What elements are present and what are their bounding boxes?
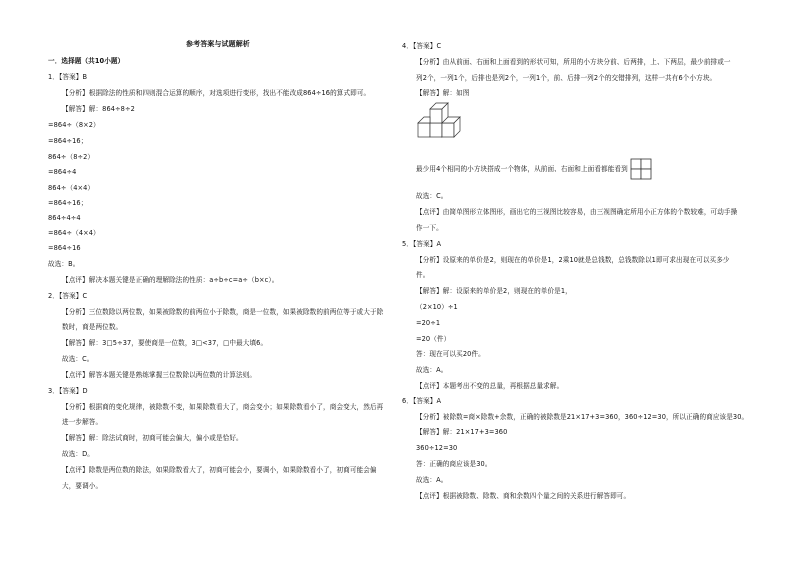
q3-analysis-cont: 进一步解答。: [62, 418, 103, 426]
section-heading: 一．选择题（共10小题）: [48, 57, 125, 65]
q2-solution: 【解答】解：3□5÷37，要使商是一位数，3□<37，□中最大填6。: [62, 339, 268, 347]
q1-step: =864÷（4×4）: [48, 229, 100, 237]
q3-choice: 故选：D。: [62, 450, 94, 458]
q2-analysis-cont: 数时，商是两位数。: [62, 323, 123, 331]
q2-comment: 【点评】解答本题关键是熟练掌握三位数除以两位数的计算法则。: [62, 371, 257, 379]
q5-choice: 故选：A。: [416, 366, 448, 374]
q5-solution: 【解答】解：设原来的单价是2，则现在的单价是1，: [416, 287, 572, 295]
q4-analysis: 【分析】由从前面、右面和上面看到的形状可知，所用的小方块分前、后两排，上、下两层，最少前排或一: [416, 58, 731, 66]
q6-step: 360÷12=30: [416, 444, 458, 452]
q6-answer: 6．【答案】A: [402, 397, 442, 405]
q1-step: 864÷（4×4）: [48, 184, 95, 192]
q5-step: =20（件）: [416, 335, 451, 343]
q4-comment-cont: 作一下。: [416, 224, 443, 232]
q6-conclusion: 答：正确的商应该是30。: [416, 460, 492, 468]
q1-step: =864÷4: [48, 168, 77, 176]
q3-comment-cont: 大，要调小。: [62, 482, 103, 490]
q1-answer: 1．【答案】B: [48, 73, 88, 81]
q1-step: 864÷4÷4: [48, 214, 81, 222]
q6-choice: 故选：A。: [416, 476, 448, 484]
q4-comment: 【点评】由简单图形立体图形，画出它的三视图比较容易，由三视图确定所用小正方体的个数较难，可动手操: [416, 208, 738, 216]
q5-comment: 【点评】本题考出不变的总量，再根据总量求解。: [416, 382, 564, 390]
two-by-two-grid-figure: [630, 158, 652, 180]
q3-solution: 【解答】解：除法试商时，初商可能会偏大，偏小或是恰好。: [62, 434, 243, 442]
q6-solution: 【解答】解：21×17+3=360: [416, 428, 508, 436]
q1-step: =864÷（8×2）: [48, 121, 100, 129]
q5-conclusion: 答：现在可以买20件。: [416, 350, 485, 358]
q1-step: =864÷16: [48, 244, 81, 252]
q6-analysis: 【分析】被除数=商×除数+余数，正确的被除数是21×17+3=360，360÷12=30，所以正确的商应该是30。: [416, 413, 749, 421]
q2-choice: 故选：C。: [62, 355, 94, 363]
page-title: 参考答案与试题解析: [186, 40, 250, 48]
q3-analysis: 【分析】根据商的变化规律，被除数不变，如果除数看大了，商会变小；如果除数看小了，商会变大，然后再: [62, 403, 384, 411]
q4-choice: 故选：C。: [416, 192, 448, 200]
q2-analysis: 【分析】三位数除以两位数，如果被除数的前两位小于除数，商是一位数，如果被除数的前两位等于或大于除: [62, 308, 384, 316]
q5-answer: 5．【答案】A: [402, 240, 442, 248]
q5-analysis: 【分析】设原来的单价是2，则现在的单价是1，2乘10就是总钱数，总钱数除以1即可求出现在可以买多少: [416, 256, 730, 264]
q2-answer: 2．【答案】C: [48, 292, 88, 300]
q4-result-line: [416, 158, 652, 180]
q1-analysis: 【分析】根据除法的性质和四则混合运算的顺序，对选项进行变形，找出不能改成864÷16的算式即可。: [62, 89, 371, 97]
q3-answer: 3．【答案】D: [48, 387, 88, 395]
q4-result-text: 最少用4个相同的小方块搭成一个物体，从前面、右面和上面看都能看到: [416, 165, 628, 173]
q4-answer: 4．【答案】C: [402, 42, 442, 50]
q1-step: =864÷16；: [48, 137, 88, 145]
q1-step: =864÷16；: [48, 199, 88, 207]
q3-comment: 【点评】除数是两位数的除法，如果除数看大了，初商可能会小，要调小，如果除数看小了，初商可能会偏: [62, 466, 377, 474]
q6-comment: 【点评】根据被除数、除数、商和余数四个量之间的关系进行解答即可。: [416, 492, 631, 500]
q5-analysis-cont: 件。: [416, 271, 430, 279]
stacked-cubes-figure: [416, 101, 464, 141]
q1-comment: 【点评】解决本题关键是正确的理解除法的性质：a÷b÷c=a÷（b×c）。: [62, 276, 279, 284]
q1-solution: 【解答】解：864÷8÷2: [62, 105, 135, 113]
q4-solution: 【解答】解：如图: [416, 89, 470, 97]
q5-step: =20÷1: [416, 319, 441, 327]
q1-step: 864÷（8÷2）: [48, 153, 95, 161]
q5-step: （2×10）÷1: [416, 303, 458, 311]
q4-analysis-cont: 列2个，一列1个，后排也是列2个，一列1个，前、后排一列2个的交错排列，这样一共有6个小方块。: [416, 74, 717, 82]
q1-choice: 故选：B。: [48, 260, 80, 268]
